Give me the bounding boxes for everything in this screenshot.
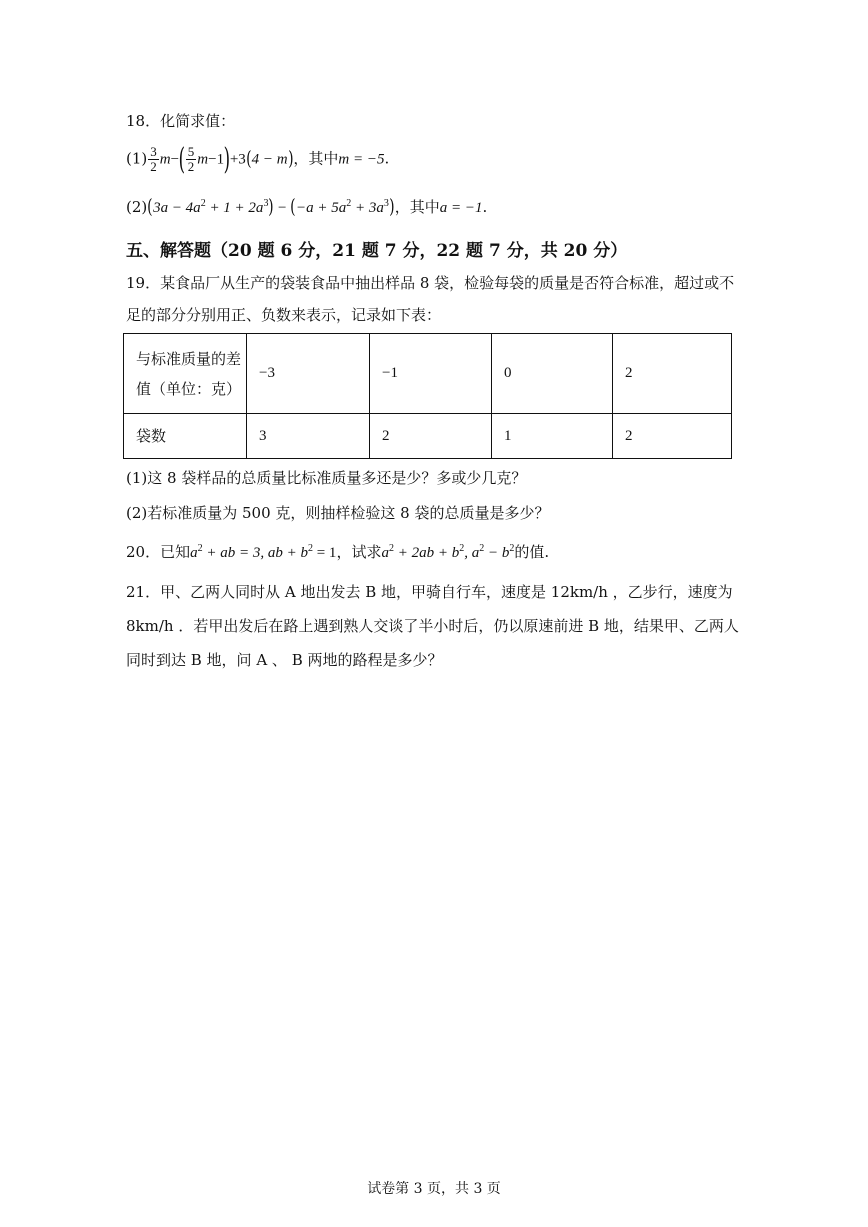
- q18-part2: $(2)(3a - 4a^2 + 1 + 2a^3) - (-a + 5a^2 + 3a^3)$，其中a = −1.: [126, 194, 488, 218]
- q19-line1: 19．某食品厂从生产的袋装食品中抽出样品 8 袋，检验每袋的质量是否符合标准，超过或不: [126, 274, 735, 292]
- q21-line3: 同时到达 B 地，问 A 、 B 两地的路程是多少？: [126, 651, 443, 669]
- q18-part1-label: (1): [126, 149, 148, 168]
- fraction-3-over-2: $\frac{3}{2}$: [150, 144, 157, 174]
- table-cell: 0: [492, 334, 613, 414]
- q18-part2-condition: a = −1: [439, 200, 483, 216]
- q18-title: 18．化简求值：: [126, 112, 236, 130]
- fraction-5-over-2: $\frac{5}{2}$: [187, 144, 195, 174]
- q21-line1: 21．甲、乙两人同时从 A 地出发去 B 地，甲骑自行车，速度是 12km/h ，乙步行，速度为: [126, 583, 733, 601]
- page-footer: 试卷第 3 页，共 3 页: [367, 1181, 501, 1197]
- table-cell: 3: [247, 414, 370, 459]
- table-cell: 2: [370, 414, 492, 459]
- q21-line2: 8km/h ．若甲出发后在路上遇到熟人交谈了半小时后，仍以原速前进 B 地，结果甲、乙两人: [126, 617, 739, 635]
- q19-subquestion-2: (2)若标准质量为 500 克，则抽样检验这 8 袋的总质量是多少？: [126, 504, 550, 522]
- table-row: [124, 334, 732, 414]
- table-cell: 2: [613, 334, 732, 414]
- q18-part2-label: (2): [126, 198, 148, 216]
- table-cell: −3: [247, 334, 370, 414]
- q19-line2: 足的部分分别用正、负数来表示，记录如下表：: [126, 306, 442, 324]
- q20-text: 20．已知$a^2$ + ab = 3, ab + $b^2 = 1$，试求$a^2 + 2ab + b^2$, $a^2 - b^2$的值.: [126, 543, 550, 561]
- q18-part1: (1) $\frac{3}{2}$ m−( $\frac{5}{2}$ m−1)+3(4 − m)，其中m = −5.: [126, 141, 390, 177]
- table-cell: 2: [613, 414, 732, 459]
- table-cell: −1: [370, 334, 492, 414]
- table-row: [124, 414, 732, 459]
- section-heading: 五、解答题（20 题 6 分，21 题 7 分，22 题 7 分，共 20 分）: [126, 241, 628, 261]
- table-cell: 1: [492, 414, 613, 459]
- q19-subquestion-1: (1)这 8 袋样品的总质量比标准质量多还是少？多或少几克？: [126, 469, 527, 487]
- table-header-cell: 与标准质量的差值（单位：克）: [124, 334, 247, 414]
- table-header-cell: 袋数: [124, 414, 247, 459]
- q18-part1-condition: m = −5: [338, 151, 385, 168]
- data-table: [123, 333, 732, 459]
